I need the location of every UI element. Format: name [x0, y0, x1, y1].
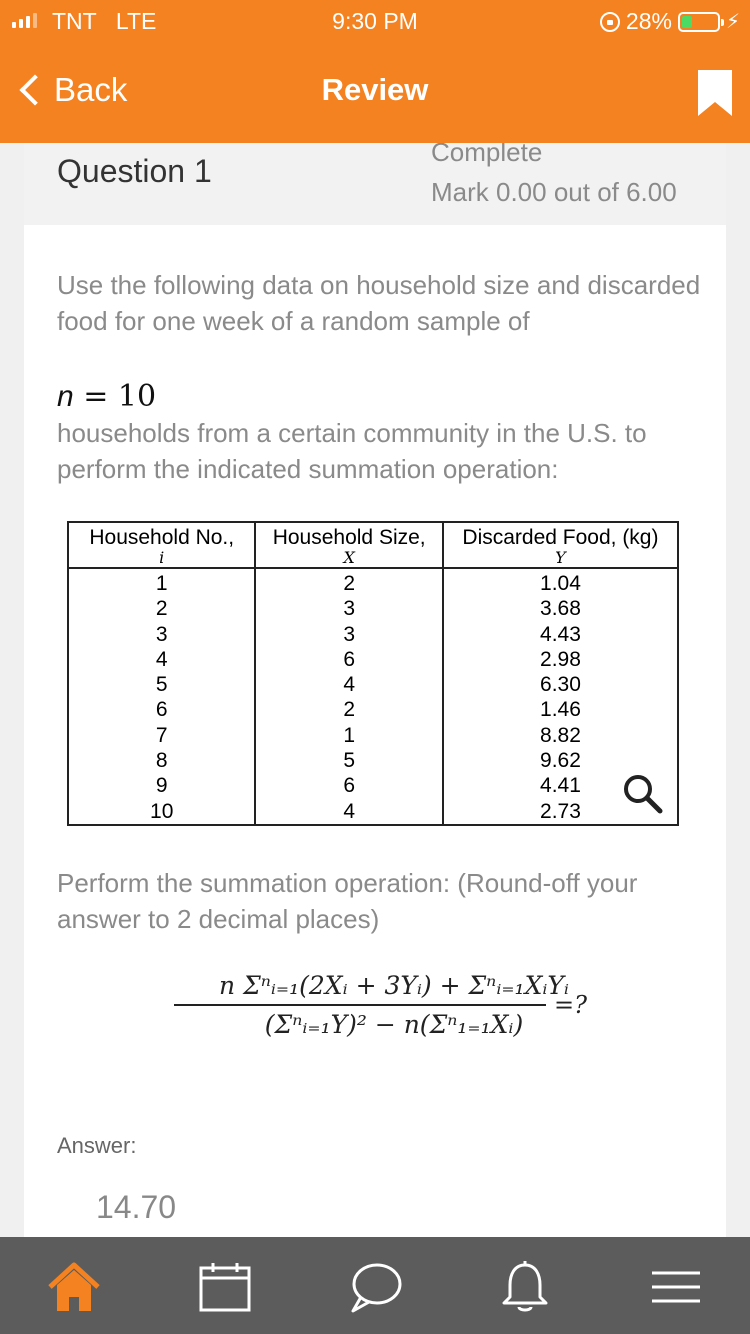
- bell-icon[interactable]: [497, 1259, 553, 1315]
- table-cell: 4: [255, 799, 442, 825]
- table-row: [68, 622, 678, 647]
- table-cell: 1.04: [443, 568, 678, 596]
- status-bar: [0, 0, 750, 40]
- column-label: Household Size,: [272, 526, 426, 549]
- column-symbol: X: [343, 548, 355, 567]
- battery-icon: [678, 12, 720, 32]
- table-row: [68, 697, 678, 722]
- calendar-icon[interactable]: [197, 1259, 253, 1315]
- table-cell: 7: [68, 723, 255, 748]
- formula-numerator: n Σⁿᵢ₌₁(2Xᵢ + 3Yᵢ) + Σⁿᵢ₌₁XᵢYᵢ: [219, 971, 569, 1000]
- table-row: [68, 596, 678, 621]
- data-table: [67, 521, 679, 826]
- answer-label: Answer:: [57, 1133, 137, 1158]
- menu-icon[interactable]: [648, 1259, 704, 1315]
- table-row: [68, 568, 678, 596]
- question-title: Question 1: [57, 153, 212, 189]
- instruction-text: Perform the summation operation: (Round-off your answer to 2 decimal places): [57, 868, 638, 934]
- summation-formula: [174, 971, 614, 1039]
- clock: 9:30 PM: [332, 8, 418, 34]
- table-cell: 8.82: [443, 723, 678, 748]
- chat-icon[interactable]: [347, 1259, 403, 1315]
- table-cell: 6.30: [443, 672, 678, 697]
- column-symbol: i: [159, 548, 165, 567]
- table-cell: 6: [255, 647, 442, 672]
- table-cell: 3: [255, 622, 442, 647]
- table-cell: 4.43: [443, 622, 678, 647]
- question-card: [24, 143, 726, 1237]
- table-row: [68, 773, 678, 798]
- table-cell: 1: [255, 723, 442, 748]
- home-icon[interactable]: [46, 1259, 102, 1315]
- question-mark: Mark 0.00 out of 6.00: [431, 177, 677, 207]
- table-cell: 6: [255, 773, 442, 798]
- table-cell: 1: [68, 568, 255, 596]
- table-row: [68, 672, 678, 697]
- table-cell: 5: [255, 748, 442, 773]
- charging-icon: ⚡︎: [725, 11, 740, 33]
- question-state: Complete: [431, 143, 543, 167]
- magnify-icon[interactable]: [622, 773, 664, 815]
- table-cell: 10: [68, 799, 255, 825]
- formula-denominator: (Σⁿᵢ₌₁Y)² − n(Σⁿ₁₌₁Xᵢ): [264, 1010, 524, 1039]
- table-cell: 4: [255, 672, 442, 697]
- rotation-lock-icon: [600, 12, 620, 32]
- table-cell: 2.73: [443, 799, 678, 825]
- column-header-household-size: [255, 522, 442, 568]
- column-label: Discarded Food, (kg): [462, 526, 659, 549]
- table-cell: 5: [68, 672, 255, 697]
- network-type: LTE: [115, 8, 157, 34]
- sample-size-expression: [57, 379, 156, 414]
- table-row: [68, 748, 678, 773]
- table-cell: 4.41: [443, 773, 678, 798]
- n-symbol: n: [57, 380, 74, 413]
- question-header: [24, 143, 726, 225]
- table-cell: 4: [68, 647, 255, 672]
- table-cell: 3: [255, 596, 442, 621]
- top-bar: [0, 0, 750, 143]
- table-cell: 6: [68, 697, 255, 722]
- column-label: Household No.,: [89, 526, 235, 549]
- table-row: [68, 723, 678, 748]
- table-row: [68, 799, 678, 825]
- column-symbol: Y: [555, 548, 566, 567]
- table-cell: 1.46: [443, 697, 678, 722]
- table-cell: 2: [255, 568, 442, 596]
- fraction-bar: [174, 1004, 546, 1006]
- table-cell: 9.62: [443, 748, 678, 773]
- formula-suffix: =?: [554, 991, 587, 1019]
- table-header-row: [68, 522, 678, 568]
- bottom-tab-bar: [0, 1237, 750, 1334]
- table-cell: 2.98: [443, 647, 678, 672]
- table-cell: 8: [68, 748, 255, 773]
- back-label: Back: [54, 71, 128, 108]
- battery-area: [600, 8, 740, 35]
- table-cell: 9: [68, 773, 255, 798]
- column-header-discarded-food: [443, 522, 678, 568]
- page-title: Review: [321, 72, 429, 107]
- table-cell: 2: [255, 697, 442, 722]
- column-header-household-no: [68, 522, 255, 568]
- question-intro: Use the following data on household size and discarded food for one week of a random sample of: [57, 270, 701, 336]
- table-cell: 3: [68, 622, 255, 647]
- question-intro-continued: households from a certain community in the U.S. to perform the indicated summation operation:: [57, 418, 647, 484]
- answer-value: 14.70: [96, 1189, 177, 1225]
- carrier-name: TNT: [52, 8, 97, 34]
- table-cell: 2: [68, 596, 255, 621]
- battery-percent: 28%: [625, 8, 672, 34]
- bookmark-icon[interactable]: [698, 70, 732, 116]
- n-value: = 10: [83, 379, 157, 414]
- table-cell: 3.68: [443, 596, 678, 621]
- table-row: [68, 647, 678, 672]
